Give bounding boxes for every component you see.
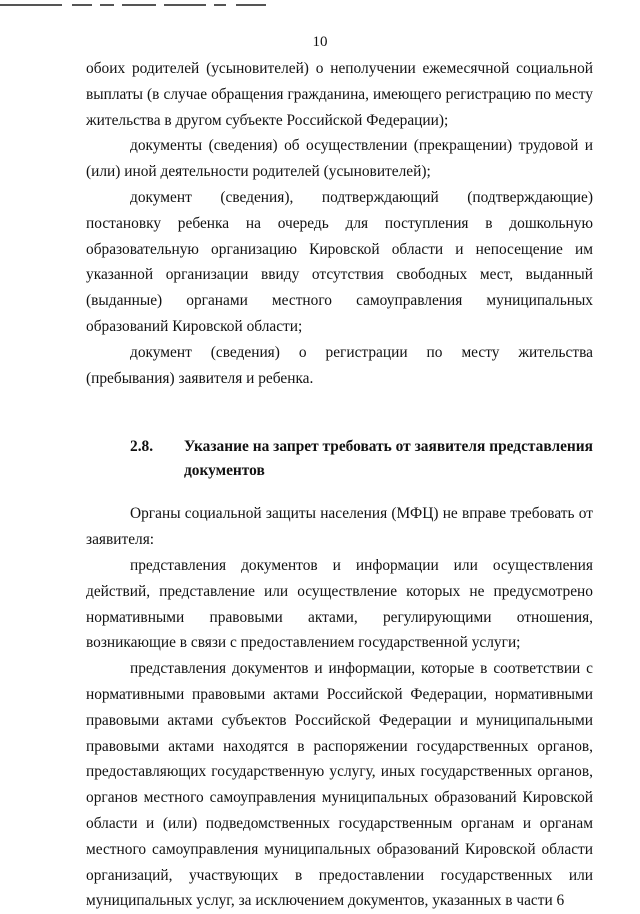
section-number: 2.8. xyxy=(130,438,154,456)
page-number: 10 xyxy=(312,34,328,50)
scan-artifact-strip xyxy=(0,4,270,8)
paragraph-parents-no-payment: обоих родителей (усыновителей) о неполучении ежемесячной социальной выплаты (в случае обращения гражданина, имеющего регистрацию по месту жительства в другом субъекте Российской Федерации); xyxy=(86,60,593,129)
paragraph-item-1: представления документов и информации или осуществления действий, представление или осуществление которых не предусмотрено нормативными правовыми актами, регулирующими отношения, возникающие в связи с предоставлением государственной услуги; xyxy=(86,556,593,652)
document-body xyxy=(86,56,593,914)
section-title: Указание на запрет требовать от заявителя представления документов xyxy=(184,438,593,480)
paragraph-preschool-queue: документ (сведения), подтверждающий (подтверждающие) постановку ребенка на очередь для поступления в дошкольную образовательную организацию Кировской области и непосещение им указанной организации ввиду отсутствия свободных мест, выданный (выданные) органами местного самоуправления муниципальных образований Кировской области; xyxy=(86,188,593,335)
paragraph-item-2: представления документов и информации, которые в соответствии с нормативными правовыми актами Российской Федерации, нормативными правовыми актами субъектов Российской Федерации и муниципальными правовыми актами находятся в распоряжении государственных органов, предоставляющих государственную услугу, иных государственных органов, органов местного самоуправления муниципальных образований Кировской области и (или) подведомственных государственным органам и органам местного самоуправления муниципальных образований Кировской области организаций, участвующих в предоставлении государственных или муниципальных услуг, за исключением документов, указанных в части 6 xyxy=(86,660,593,910)
section-heading xyxy=(86,435,593,483)
paragraph-parents-activity: документы (сведения) об осуществлении (прекращении) трудовой и (или) иной деятельности родителей (усыновителей); xyxy=(86,137,593,181)
paragraph-registration: документ (сведения) о регистрации по месту жительства (пребывания) заявителя и ребенка. xyxy=(86,343,593,387)
paragraph-intro: Органы социальной защиты населения (МФЦ) не вправе требовать от заявителя: xyxy=(86,505,593,549)
